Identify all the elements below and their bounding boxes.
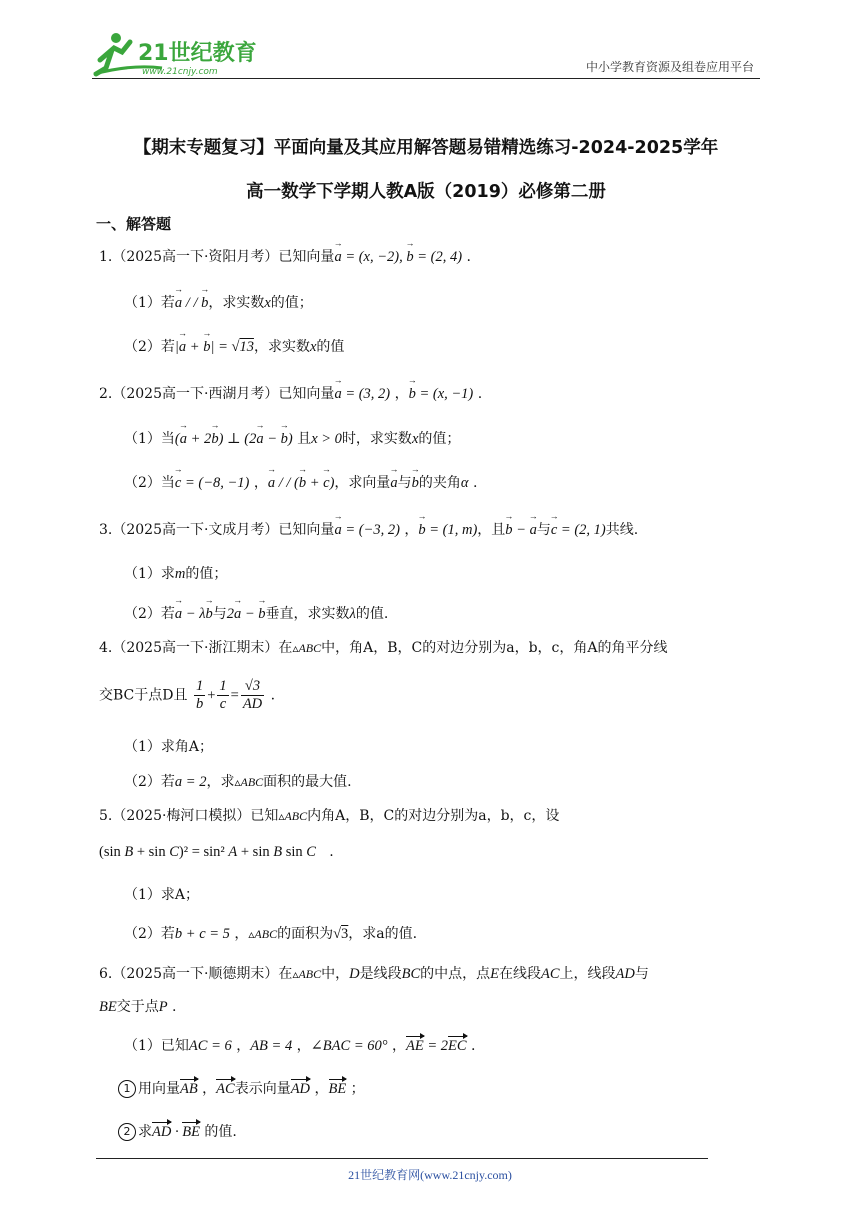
logo-url: www.21cnjy.com — [142, 67, 218, 77]
logo-text: 21世纪教育 — [138, 41, 257, 66]
site-logo — [92, 30, 262, 82]
question-5: 5.（2025·梅河口模拟）已知▵ABC内角A，B，C的对边分别为a，b，c，设 — [99, 808, 560, 824]
question-6-sub-2: 2 求AD · BE 的值. — [118, 1121, 237, 1141]
question-5-part-2: （2）若b + c = 5 ，▵ABC的面积为√3，求a的值. — [124, 926, 418, 942]
question-3-part-1: （1）求m的值； — [124, 566, 228, 582]
platform-name: 中小学教育资源及组卷应用平台 — [585, 60, 754, 74]
circled-one-icon: 1 — [118, 1080, 136, 1098]
question-2-part-1: （1）当(a → + 2b →) ⊥ (2a → − b →) 且x > 0时，求实数x的值； — [124, 428, 460, 448]
question-2-part-2: （2）当c → = (−8, −1) ，a → / / (b → + c →)，求向量a →与b →的夹角α . — [124, 472, 477, 492]
question-1-part-1: （1）若a → / / b →，求实数x的值； — [124, 292, 313, 312]
question-6-sub-1: 1 用向量AB ，AC表示向量AD ，BE ； — [118, 1078, 365, 1098]
question-4-part-1: （1）求角A； — [124, 739, 214, 755]
doc-title-line1: 【期末专题复习】平面向量及其应用解答题易错精选练习-2024-2025学年 — [133, 138, 719, 158]
question-3: 3.（2025高一下·文成月考）已知向量a → = (−3, 2) ，b → = (1, m)，且b → − a →与c → = (2, 1)共线. — [99, 519, 638, 539]
question-1-part-2: （2）若|a → + b →| = √13，求实数x的值 — [124, 336, 344, 356]
question-3-part-2: （2）若a → − λb →与2a → − b →垂直，求实数λ的值. — [124, 603, 388, 623]
question-1: 1.（2025高一下·资阳月考）已知向量a → = (x, −2), b → = (2, 4) . — [99, 246, 471, 266]
question-6-part-1: （1）已知AC = 6 ，AB = 4 ，∠BAC = 60° ，AE = 2EC . — [124, 1038, 476, 1054]
question-6: 6.（2025高一下·顺德期末）在▵ABC中，D是线段BC的中点，点E在线段AC上，线段AD与 — [99, 966, 649, 982]
doc-title-line2: 高一数学下学期人教A版（2019）必修第二册 — [246, 182, 606, 202]
question-5-part-1: （1）求A； — [124, 887, 200, 903]
question-6-line-2: BE交于点P . — [99, 999, 177, 1015]
footer-link[interactable]: 21世纪教育网(www.21cnjy.com) — [348, 1168, 512, 1182]
footer-divider — [96, 1158, 708, 1159]
question-4: 4.（2025高一下·浙江期末）在▵ABC中，角A，B，C的对边分别为a，b，c，角A的角平分线 — [99, 640, 668, 656]
question-4-line-2: 交BC于点D且 $\frac{1}{b}$ + $\frac{1}{c}$ = $\frac{√3}{AD}$ . — [99, 678, 276, 712]
header-divider — [92, 78, 760, 79]
question-5-line-2: (sin B + sin C)² = sin² A + sin B sin C . — [99, 844, 334, 860]
circled-two-icon: 2 — [118, 1123, 136, 1141]
question-2: 2.（2025高一下·西湖月考）已知向量a → = (3, 2) ，b → = (x, −1) . — [99, 383, 482, 403]
section-heading: 一、解答题 — [96, 215, 172, 233]
question-4-part-2: （2）若a = 2，求▵ABC面积的最大值. — [124, 774, 352, 790]
